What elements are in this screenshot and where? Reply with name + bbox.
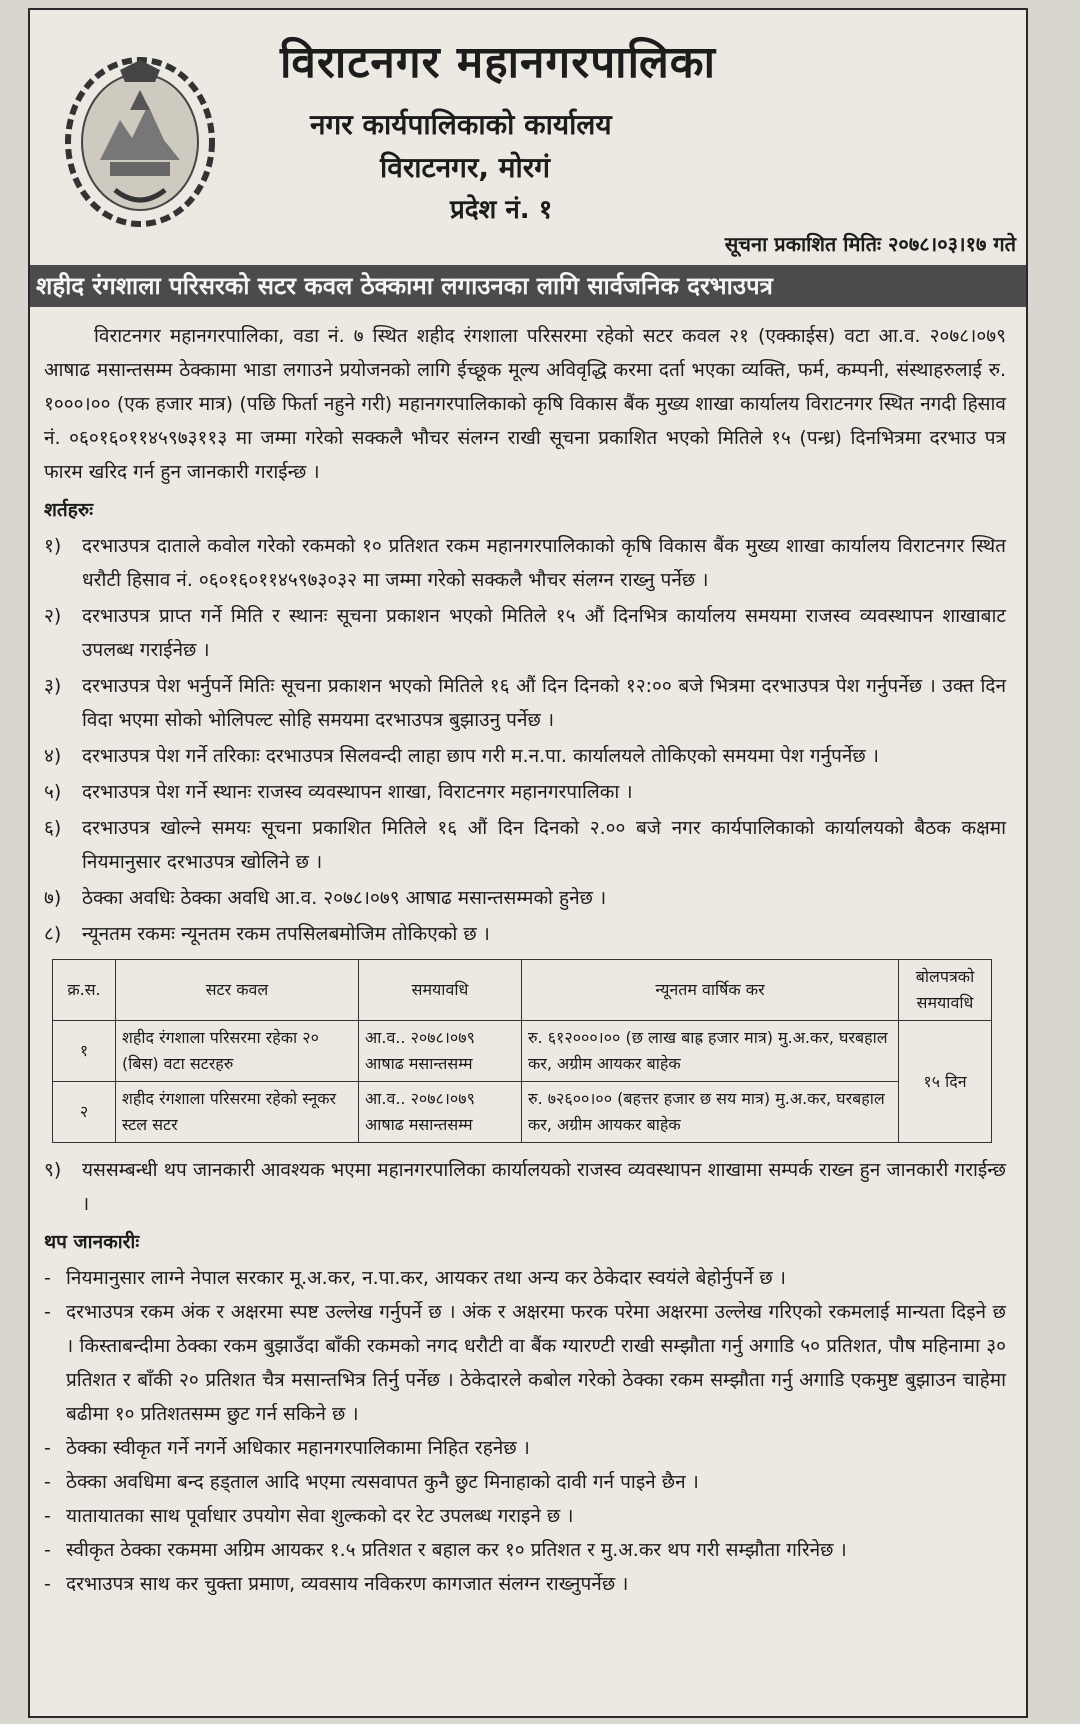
- extra-info-text: दरभाउपत्र रकम अंक र अक्षरमा स्पष्ट उल्लेख गर्नुपर्ने छ । अंक र अक्षरमा फरक परेमा अक्षरमा उल्लेख गरिएको रकमलाई मान्यता दिइने छ । किस्ताबन्दीमा ठेक्का रकम बुझाउँदा बाँकी रकमको नगद धरौटी वा बैंक ग्यारण्टी राखी सम्झौता गर्नु अगाडि ५० प्रतिशत, पौष महिनामा ३० प्रतिशत र बाँकी २० प्रतिशत चैत्र मसान्तभित्र तिर्नु पर्नेछ । ठेकेदारले कबोल गरेको ठेक्का रकम सम्झौता गर्नु अगाडि एकमुष्ट बुझाउन चाहेमा बढीमा १० प्रतिशतसम्म छुट गर्न सकिने छ ।: [66, 1301, 1006, 1425]
- notice-page: [28, 8, 1028, 1718]
- condition-item: [44, 881, 1006, 915]
- nepal-emblem-logo: [60, 50, 220, 230]
- condition-item: [44, 529, 1006, 597]
- col-header-item: सटर कवल: [116, 960, 359, 1021]
- extra-info-item: [44, 1295, 1006, 1431]
- notice-header: [30, 10, 1026, 265]
- condition-number: ८): [44, 923, 62, 945]
- tender-table: [52, 959, 992, 1143]
- extra-info-item: [44, 1465, 1006, 1499]
- cell-period: आ.व.. २०७८।०७९ आषाढ मसान्तसम्म: [359, 1082, 522, 1143]
- col-header-tax: न्यूनतम वार्षिक कर: [522, 960, 899, 1021]
- condition-item: [44, 775, 1006, 809]
- bullet-dash: -: [44, 1437, 51, 1459]
- condition-number: २): [44, 605, 62, 627]
- table-header-row: [53, 960, 992, 1021]
- condition-text: न्यूनतम रकमः न्यूनतम रकम तपसिलबमोजिम तोकिएको छ ।: [82, 923, 490, 945]
- bullet-dash: -: [44, 1539, 51, 1561]
- terms-heading: शर्तहरुः: [44, 499, 94, 521]
- condition-text: दरभाउपत्र प्राप्त गर्ने मिति र स्थानः सूचना प्रकाशन भएको मितिले १५ औं दिनभित्र कार्यालय समयमा राजस्व व्यवस्थापन शाखाबाट उपलब्ध गराईनेछ ।: [82, 605, 1006, 661]
- condition-number: १): [44, 535, 62, 557]
- bullet-dash: -: [44, 1267, 51, 1289]
- condition-item: [44, 917, 1006, 951]
- col-header-bid-period: बोलपत्रको समयावधि: [899, 960, 992, 1021]
- cell-bid-period: १५ दिन: [899, 1021, 992, 1143]
- condition-text: यससम्बन्धी थप जानकारी आवश्यक भएमा महानगरपालिका कार्यालयको राजस्व व्यवस्थापन शाखामा सम्पर्क राख्न हुन जानकारी गराईन्छ ।: [82, 1159, 1006, 1215]
- table-row: [53, 1082, 992, 1143]
- condition-number: ७): [44, 887, 62, 909]
- condition-text: ठेक्का अवधिः ठेक्का अवधि आ.व. २०७८।०७९ आषाढ मसान्तसम्मको हुनेछ ।: [82, 887, 607, 909]
- extra-info-text: दरभाउपत्र साथ कर चुक्ता प्रमाण, व्यवसाय नविकरण कागजात संलग्न राख्नुपर्नेछ ।: [66, 1573, 629, 1595]
- condition-text: दरभाउपत्र खोल्ने समयः सूचना प्रकाशित मितिले १६ औं दिन दिनको २.०० बजे नगर कार्यपालिकाको कार्यालयको बैठक कक्षमा नियमानुसार दरभाउपत्र खोलिने छ ।: [82, 817, 1006, 873]
- published-date: सूचना प्रकाशित मितिः २०७८।०३।१७ गते: [724, 232, 1016, 256]
- extra-info-text: यातायातका साथ पूर्वाधार उपयोग सेवा शुल्कको दर रेट उपलब्ध गराइने छ ।: [66, 1505, 574, 1527]
- extra-info-heading: थप जानकारीः: [44, 1231, 140, 1253]
- extra-info-item: [44, 1499, 1006, 1533]
- condition-text: दरभाउपत्र दाताले कवोल गरेको रकमको १० प्रतिशत रकम महानगरपालिकाको कृषि विकास बैंक मुख्य शाखा कार्यालय विराटनगर स्थित धरौटी हिसाव नं. ०६०१६०११४५९७३०३२ मा जम्मा गरेको सक्कलै भौचर संलग्न राख्नु पर्नेछ ।: [82, 535, 1006, 591]
- condition-text: दरभाउपत्र पेश गर्ने स्थानः राजस्व व्यवस्थापन शाखा, विराटनगर महानगरपालिका ।: [82, 781, 633, 803]
- condition-number: ५): [44, 781, 62, 803]
- condition-number: ३): [44, 675, 62, 697]
- condition-item: [44, 669, 1006, 737]
- cell-tax: रु. ६१२०००।०० (छ लाख बाह्र हजार मात्र) मु.अ.कर, घरबहाल कर, अग्रीम आयकर बाहेक: [522, 1021, 899, 1082]
- cell-tax: रु. ७२६००।०० (बहत्तर हजार छ सय मात्र) मु.अ.कर, घरबहाल कर, अग्रीम आयकर बाहेक: [522, 1082, 899, 1143]
- cell-item: शहीद रंगशाला परिसरमा रहेका २० (बिस) वटा सटरहरु: [116, 1021, 359, 1082]
- cell-period: आ.व.. २०७८।०७९ आषाढ मसान्तसम्म: [359, 1021, 522, 1082]
- intro-paragraph: विराटनगर महानगरपालिका, वडा नं. ७ स्थित शहीद रंगशाला परिसरमा रहेको सटर कवल २१ (एक्काईस) वटा आ.व. २०७८।०७९ आषाढ मसान्तसम्म ठेक्कामा भाडा लगाउने प्रयोजनको लागि ईच्छूक मूल्य अविवृद्धि करमा दर्ता भएका व्यक्ति, फर्म, कम्पनी, संस्थाहरुलाई रु. १०००।०० (एक हजार मात्र) (पछि फिर्ता नहुने गरी) महानगरपालिकाको कृषि विकास बैंक मुख्य शाखा कार्यालय विराटनगर स्थित नगदी हिसाव नं. ०६०१६०११४५९७३११३ मा जम्मा गरेको सक्कलै भौचर संलग्न राखी सूचना प्रकाशित भएको मितिले १५ (पन्ध्र) दिनभित्रमा दरभाउ पत्र फारम खरिद गर्न हुन जानकारी गराईन्छ ।: [44, 325, 1006, 483]
- cell-sn: २: [53, 1082, 116, 1143]
- extra-info-text: स्वीकृत ठेक्का रकममा अग्रिम आयकर १.५ प्रतिशत र बहाल कर १० प्रतिशत र मु.अ.कर थप गरी सम्झौता गरिनेछ ।: [66, 1539, 847, 1561]
- condition-item: [44, 811, 1006, 879]
- condition-item: [44, 599, 1006, 667]
- condition-number: ४): [44, 745, 62, 767]
- condition-text: दरभाउपत्र पेश गर्ने तरिकाः दरभाउपत्र सिलवन्दी लाहा छाप गरी म.न.पा. कार्यालयले तोकिएको समयमा पेश गर्नुपर्नेछ ।: [82, 745, 879, 767]
- table-row: [53, 1021, 992, 1082]
- condition-number: ६): [44, 817, 62, 839]
- col-header-sn: क्र.स.: [53, 960, 116, 1021]
- condition-item: [44, 739, 1006, 773]
- municipality-title: विराटनगर महानगरपालिका: [280, 37, 716, 88]
- condition-text: दरभाउपत्र पेश भर्नुपर्ने मितिः सूचना प्रकाशन भएको मितिले १६ औं दिन दिनको १२:०० बजे भित्रमा दरभाउपत्र पेश गर्नुपर्नेछ । उक्त दिन विदा भएमा सोको भोलिपल्ट सोहि समयमा दरभाउपत्र बुझाउनु पर्नेछ ।: [82, 675, 1006, 731]
- extra-info-item: [44, 1567, 1006, 1601]
- col-header-period: समयावधि: [359, 960, 522, 1021]
- notice-banner: शहीद रंगशाला परिसरको सटर कवल ठेक्कामा लगाउनका लागि सार्वजनिक दरभाउपत्र: [30, 265, 1026, 307]
- condition-item: [44, 1153, 1006, 1221]
- condition-number: ९): [44, 1159, 62, 1181]
- province-label: प्रदेश नं. १: [450, 195, 553, 225]
- office-name: नगर कार्यपालिकाको कार्यालय: [310, 108, 612, 141]
- extra-info-item: [44, 1431, 1006, 1465]
- cell-item: शहीद रंगशाला परिसरमा रहेको स्नूकर स्टल सटर: [116, 1082, 359, 1143]
- extra-info-text: नियमानुसार लाग्ने नेपाल सरकार मू.अ.कर, न.पा.कर, आयकर तथा अन्य कर ठेकेदार स्वयंले बेहोर्नुपर्ने छ ।: [66, 1267, 786, 1289]
- bullet-dash: -: [44, 1505, 51, 1527]
- extra-info-item: [44, 1261, 1006, 1295]
- notice-body: [30, 307, 1026, 1601]
- extra-info-text: ठेक्का स्वीकृत गर्ने नगर्ने अधिकार महानगरपालिकामा निहित रहनेछ ।: [66, 1437, 530, 1459]
- bullet-dash: -: [44, 1471, 51, 1493]
- cell-sn: १: [53, 1021, 116, 1082]
- bullet-dash: -: [44, 1573, 51, 1595]
- extra-info-text: ठेक्का अवधिमा बन्द हड्ताल आदि भएमा त्यसवापत कुनै छुट मिनाहाको दावी गर्न पाइने छैन ।: [66, 1471, 699, 1493]
- bullet-dash: -: [44, 1301, 51, 1323]
- extra-info-item: [44, 1533, 1006, 1567]
- city-name: विराटनगर, मोरगं: [380, 151, 550, 184]
